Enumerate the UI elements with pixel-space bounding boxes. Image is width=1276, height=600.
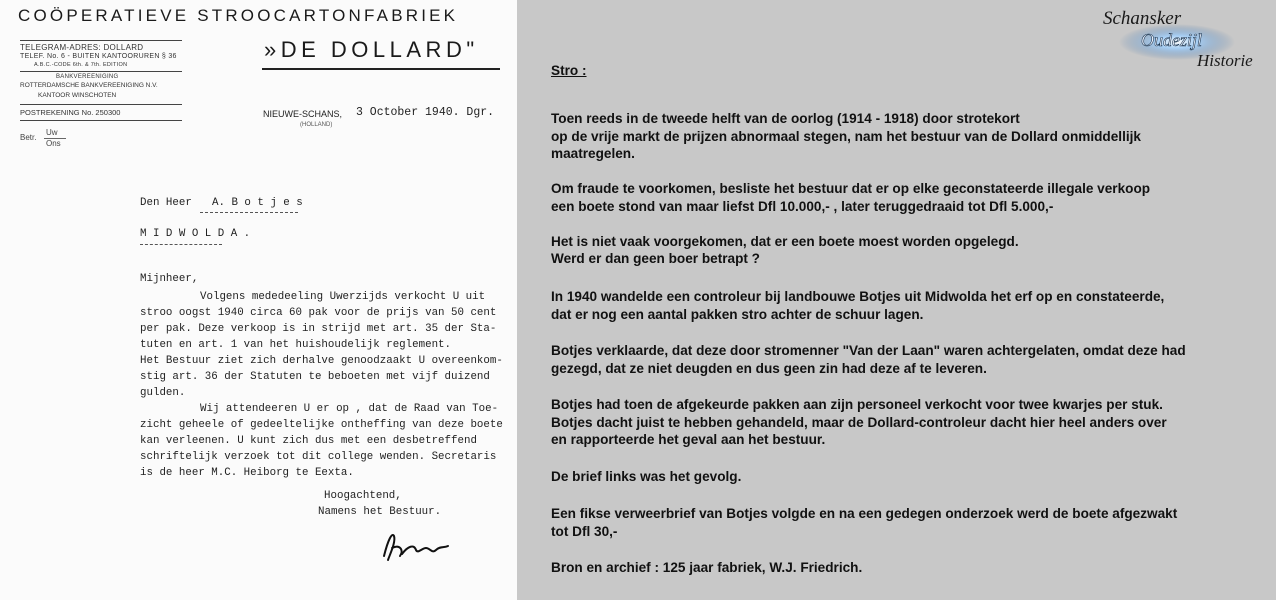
- article-line: Botjes verklaarde, dat deze door stromenner "Van der Laan" waren achtergelaten, omdat deze had: [551, 343, 1186, 358]
- letter-body-line: gulden.: [140, 387, 186, 399]
- salutation: Mijnheer,: [140, 273, 199, 285]
- article-heading: Stro :: [551, 63, 587, 78]
- scanned-letter: [0, 0, 517, 600]
- telegram-code: A.B.C.-CODE 6th. & 7th. EDITION: [34, 62, 128, 68]
- letterhead-company-title: COÖPERATIEVE STROOCARTONFABRIEK: [18, 6, 459, 25]
- bank-label: BANKVEREENIGING: [56, 74, 119, 80]
- article-line: In 1940 wandelde een controleur bij landbouwe Botjes uit Midwolda het erf op en constateerde,: [551, 289, 1165, 304]
- letterhead-divider: [20, 120, 182, 121]
- letter-body-line: Het Bestuur ziet zich derhalve genoodzaakt U overeenkom-: [140, 355, 503, 367]
- letter-closing: Hoogachtend,: [324, 490, 402, 502]
- article-line: maatregelen.: [551, 146, 635, 161]
- ref-ons: Ons: [46, 139, 61, 148]
- ref-uw: Uw: [46, 128, 58, 137]
- article-line: Om fraude te voorkomen, besliste het bestuur dat er op elke geconstateerde illegale verkoop: [551, 181, 1151, 196]
- letter-body-line: is de heer M.C. Heiborg te Eexta.: [140, 467, 354, 479]
- letter-body-line: stig art. 36 der Statuten te beboeten met vijf duizend: [140, 371, 490, 383]
- letterhead-divider: [20, 71, 182, 72]
- site-logo[interactable]: [1099, 4, 1276, 70]
- letter-body-line: tuten en art. 1 van het huishoudelijk reglement.: [140, 339, 452, 351]
- letterhead-divider: [20, 40, 182, 41]
- letter-city: NIEUWE-SCHANS,: [263, 109, 343, 119]
- addressee-prefix: Den Heer: [140, 197, 192, 209]
- article-line: Een fikse verweerbrief van Botjes volgde en na een gedegen onderzoek werd de boete afgezwakt: [551, 506, 1178, 521]
- town-underline: [140, 244, 222, 245]
- article-line: Botjes dacht juist te hebben gehandeld, maar de Dollard-controleur dacht hier heel anders over: [551, 414, 1167, 430]
- letterhead-rule: [262, 68, 500, 70]
- bank-name: ROTTERDAMSCHE BANKVEREENIGING N.V.: [20, 82, 158, 89]
- letter-country: (HOLLAND): [300, 122, 333, 128]
- article-line: gezegd, dat ze niet deugden en dus geen zin had deze af te leveren.: [551, 360, 987, 376]
- bank-office: KANTOOR WINSCHOTEN: [38, 92, 117, 99]
- article-line: dat er nog een aantal pakken stro achter de schuur lagen.: [551, 306, 924, 322]
- letter-body-line: Wij attendeeren U er op , dat de Raad van Toe-: [200, 403, 499, 415]
- letter-body-line: per pak. Deze verkoop is in strijd met art. 35 der Sta-: [140, 323, 497, 335]
- article-line: Toen reeds in de tweede helft van de oorlog (1914 - 1918) door strotekort: [551, 111, 1020, 126]
- article-line: en rapporteerde het geval aan het bestuur.: [551, 432, 826, 447]
- article-line: tot Dfl 30,-: [551, 523, 618, 539]
- article-line: Botjes had toen de afgekeurde pakken aan zijn personeel verkocht voor twee kwarjes per stuk.: [551, 397, 1163, 412]
- article-line: op de vrije markt de prijzen abnormaal stegen, nam het bestuur van de Dollard onmiddellijk: [551, 128, 1141, 144]
- article-line: Het is niet vaak voorgekomen, dat er een boete moest worden opgelegd.: [551, 233, 1019, 249]
- letterhead-company-name: »DE DOLLARD": [264, 37, 479, 62]
- article-line: Werd er dan geen boer betrapt ?: [551, 251, 760, 266]
- article-panel: [517, 0, 1276, 600]
- article-line: Bron en archief : 125 jaar fabriek, W.J. Friedrich.: [551, 560, 863, 575]
- logo-line3: Historie: [1197, 51, 1253, 70]
- letter-closing-sub: Namens het Bestuur.: [318, 506, 442, 518]
- addressee-town: M I D W O L D A .: [140, 228, 251, 240]
- letterhead-divider: [20, 104, 182, 105]
- addressee-underline: [200, 212, 298, 213]
- phone-number: TELEF. No. 6 - BUITEN KANTOORUREN § 36: [20, 53, 177, 60]
- article-line: een boete stond van maar liefst Dfl 10.000,- , later teruggedraaid tot Dfl 5.000,-: [551, 198, 1054, 214]
- letter-body-line: stroo oogst 1940 circa 60 pak voor de prijs van 50 cent: [140, 307, 497, 319]
- ref-label: Betr.: [20, 133, 37, 142]
- letter-body-line: Volgens mededeeling Uwerzijds verkocht U uit: [200, 291, 486, 303]
- letter-body-line: kan verleenen. U kunt zich dus met een desbetreffend: [140, 435, 477, 447]
- letter-body-line: schriftelijk verzoek tot dit college wenden. Secretaris: [140, 451, 497, 463]
- letter-body-line: zicht geheele of gedeeltelijke ontheffing van deze boete: [140, 419, 503, 431]
- telegram-address: TELEGRAM-ADRES: DOLLARD: [20, 43, 144, 52]
- signature-icon: [378, 526, 458, 566]
- article-line: De brief links was het gevolg.: [551, 469, 742, 484]
- logo-line2: Oudezijl: [1141, 30, 1202, 50]
- addressee-name: A. B o t j e s: [212, 197, 303, 209]
- logo-line1: Schansker: [1103, 8, 1182, 29]
- postrekening: POSTREKENING No. 250300: [20, 108, 121, 117]
- letter-date: 3 October 1940. Dgr.: [356, 106, 495, 119]
